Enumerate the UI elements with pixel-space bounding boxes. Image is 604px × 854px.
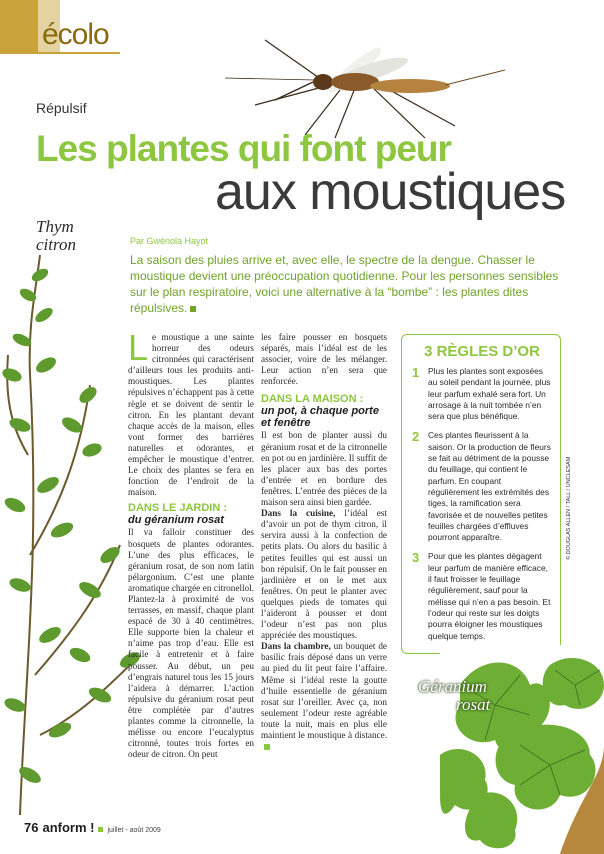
body-column-2: [261, 332, 387, 752]
kitchen-text: l’idéal est d’avoir un pot de thym citron, il servira aussi à la confection de petits plats. Ou alors du basilic à petites feuilles qui est aussi un bon répulsif. On le fait pousser en jardinière et on le met aux fenêtres. On peut le planter avec quelques pieds de tomates qui l’aideront à pousser et dont l’odeur n’est pas non plus appréciée des moustiques.: [261, 508, 387, 641]
magazine-name: anform !: [42, 820, 95, 835]
rule-item: [412, 551, 552, 641]
kitchen-lead: Dans la cuisine,: [261, 508, 336, 519]
house-paragraph: Il est bon de planter aussi du géranium rosat et de la citronnelle en pot ou en jardinière. Il suffit de les placer aux bas des portes d’entrée et en bordure des fenêtres. L’entrée des pièces de la maison sera ainsi bien gardée.: [261, 430, 387, 508]
geranium-caption: [418, 678, 490, 714]
article-kicker: Répulsif: [36, 100, 87, 116]
page-footer: [24, 820, 161, 835]
footer-square-icon: [98, 827, 103, 832]
rules-box: [401, 334, 561, 654]
drop-cap: L: [128, 327, 149, 368]
section-subheading-house: un pot, à chaque porte et fenêtre: [261, 405, 379, 430]
photo-credit: © DOUGLAS ALLEN / TALL / UNCLESAM: [566, 456, 572, 560]
article-title-line2: aux moustiques: [215, 163, 566, 221]
thyme-caption-line1: Thym: [36, 217, 74, 236]
rubric-underline: [0, 52, 120, 54]
section-heading-garden: DANS LE JARDIN :: [128, 502, 228, 515]
rules-box-title: 3 RÈGLES D’OR: [424, 343, 540, 360]
geranium-caption-line2: rosat: [456, 695, 491, 714]
intro-paragraph: [128, 327, 254, 498]
garden-paragraph: Il va falloir constituer des bosquets de plantes odorantes. L’une des plus efficaces, le géranium rosat, de son nom latin pélargonium. C’est une plante aromatique chargée en citronellol. Plantez-la à proximité de vos terrasses, en massif, chaque plant espacé de 30 à 40 centimètres. Elle supporte bien la chaleur et n’aime pas trop d’eau. Elle est facile à entretenir et à faire pousser. Au début, un peu d’engrais naturel tous les 15 jours l’aidera à démarrer. L’action répulsive du géranium rosat peut être complétée par d’autres plantes comme la citronnelle, la mélisse ou encore l’eucalyptus citronné, toutes trois fortes en odeur de citron. On peut: [128, 527, 254, 760]
thyme-caption-line2: citron: [36, 235, 76, 254]
end-square-icon: [264, 744, 270, 750]
rule-text: Pour que les plantes dégagent leur parfum de manière efficace, il faut froisser le feuillage régulièrement, sauf pour la mélisse qui n’en a pas besoin. Et l’odeur qui reste sur les doigts pourra éloigner les moustiques quelque temps.: [428, 551, 551, 641]
bedroom-paragraph: [261, 641, 387, 752]
rubric-band: [0, 0, 38, 52]
page-number: 76: [24, 820, 39, 835]
issue-date: juillet - août 2009: [107, 827, 161, 834]
body-column-1: [128, 327, 254, 760]
article-title-line1: Les plantes qui font peur: [36, 128, 451, 169]
chapo-text: La saison des pluies arrive et, avec elle, le spectre de la dengue. Chasser le moustique devient une préoccupation quotidienne. Pour les personnes sensibles sur le plan respiratoire, voici une alternative à la “bombe” : les plantes dites répulsives.: [130, 253, 559, 315]
bedroom-text: un bouquet de basilic frais déposé dans un verre au pied du lit peut faire l’affaire. Même si l’idéal reste la goutte d’huile essentielle de géranium rosat sur l’oreiller. Avec ça, non seulement l’odeur reste agréable toute la nuit, mais en plus elle maintient le moustique à distance.: [261, 641, 387, 740]
section-heading-house: DANS LA MAISON :: [261, 393, 364, 406]
rule-item: [412, 366, 552, 422]
article-chapo: [130, 252, 570, 316]
rule-number: 3: [412, 550, 420, 566]
kitchen-paragraph: [261, 508, 387, 641]
intro-text: e moustique a une sainte horreur des odeurs citronnées qui caractérisent d’ailleurs tous les produits anti-moustiques. Les plantes répulsives n’échappent pas à cette règle et se doivent de sentir le citron. En les plantant devant chaque accès de la maison, elles vont former des barrières naturelles et odorantes, et empêcher le moustique d’entrer. Le choix des plantes se fera en fonction de l’endroit de la maison.: [128, 332, 254, 498]
rule-text: Plus les plantes sont exposées au soleil pendant la journée, plus leur parfum exhalé sera fort. Un arrosage à la nuit tombée n’en sera que plus bénéfique.: [428, 366, 551, 422]
geranium-caption-line1: Géranium: [418, 677, 487, 696]
rule-item: [412, 430, 552, 543]
rule-number: 1: [412, 365, 420, 380]
mosquito-image: [205, 30, 535, 140]
end-square-icon: [190, 306, 196, 312]
rule-text: Ces plantes fleurissent à la saison. Or la production de fleurs se fait au détriment de la pousse du feuillage, qui contient le parfum. En coupant régulièrement les extrémités des tiges, la ramification sera favorisée et de nouvelles petites feuilles chargées d’effluves pourront apparaître.: [428, 430, 551, 543]
article-byline: Par Gwénola Hayot: [130, 236, 209, 246]
rule-number: 2: [412, 429, 420, 445]
thyme-caption: [36, 218, 76, 254]
rubric-label: écolo: [42, 18, 109, 51]
col2-start-paragraph: les faire pousser en bosquets séparés, mais l’idéal est de les associer, voire de les mélanger. Leur action n’en sera que renforcée.: [261, 332, 387, 387]
section-subheading-garden: du géranium rosat: [128, 514, 224, 527]
bedroom-lead: Dans la chambre,: [261, 641, 331, 652]
